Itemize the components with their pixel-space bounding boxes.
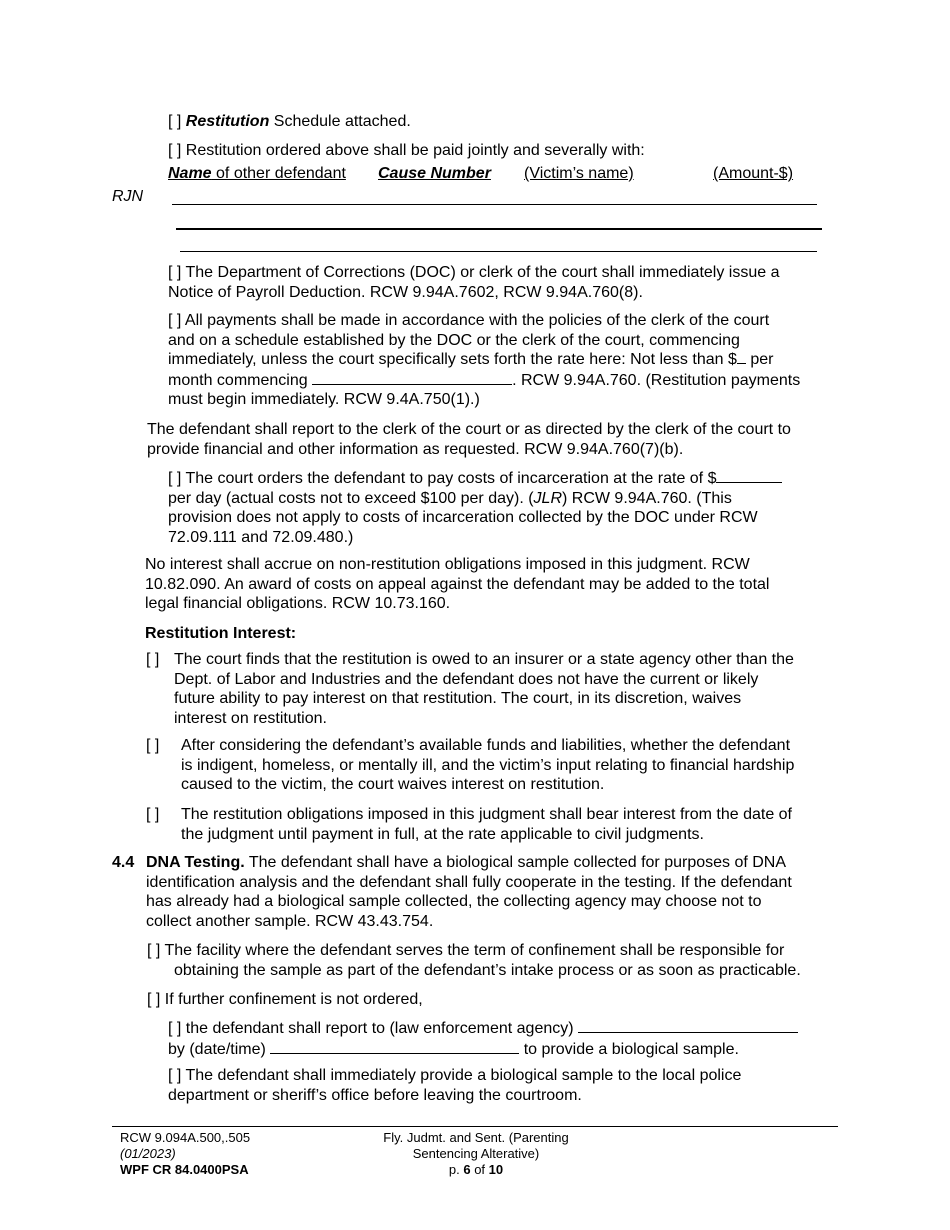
- restitution-label: Restitution: [185, 113, 270, 130]
- restitution-interest-heading: Restitution Interest:: [145, 625, 297, 642]
- checkbox[interactable]: [ ]: [146, 806, 160, 823]
- footer-date: (01/2023): [120, 1146, 176, 1161]
- footer-title-1: Fly. Judmt. and Sent. (Parenting: [383, 1130, 569, 1145]
- further-confinement-line: [ ] If further confinement is not ordered,: [147, 991, 423, 1008]
- checkbox[interactable]: [ ]: [168, 113, 182, 130]
- defendant-entry-line-1[interactable]: [172, 204, 817, 205]
- checkbox[interactable]: [ ]: [146, 651, 160, 668]
- incarceration-paragraph: [ ] The court orders the defendant to pay costs of incarceration at the rate of $ per day (actual costs not to exceed $100 per day). (JLR) RCW 9.94A.760. (This provision does not apply to costs of incarceration collected by the DOC under RCW 72.09.111 and 72.09.480.): [168, 468, 782, 547]
- footer-divider: [112, 1126, 838, 1127]
- footer-left: [120, 1130, 250, 1178]
- agency-blank[interactable]: [578, 1018, 798, 1033]
- no-interest-paragraph: No interest shall accrue on non-restitution obligations imposed in this judgment. RCW 10.82.090. An award of costs on appeal against the defendant may be added to the total legal financial obligations. RCW 10.73.160.: [145, 556, 770, 613]
- footer-page-number: p. 6 of 10: [448, 1162, 504, 1177]
- footer-form-number: WPF CR 84.0400PSA: [120, 1162, 249, 1177]
- defendant-entry-line-3[interactable]: [180, 251, 817, 252]
- checkbox[interactable]: [ ]: [146, 737, 160, 754]
- interest-option-2: After considering the defendant’s available funds and liabilities, whether the defendant is indigent, homeless, or mentally ill, and the victim’s input relating to financial hardship caused to the victim, the court waives interest on restitution.: [181, 737, 795, 794]
- interest-option-1: The court finds that the restitution is owed to an insurer or a state agency other than the Dept. of Labor and Industries and the defendant does not have the current or likely future ability to pay interest on that restitution. The court, in its discretion, waives interest on restitution.: [174, 651, 794, 727]
- defendant-entry-line-2[interactable]: [176, 228, 822, 230]
- date-time-blank[interactable]: [270, 1039, 519, 1054]
- col-amount-header: (Amount-$): [713, 165, 794, 182]
- footer-center: [330, 1130, 622, 1178]
- payroll-deduction-paragraph: [ ] The Department of Corrections (DOC) or clerk of the court shall immediately issue a Notice of Payroll Deduction. RCW 9.94A.7602, RCW 9.94A.760(8).: [168, 264, 780, 301]
- incarceration-rate-blank[interactable]: [716, 468, 782, 483]
- report-agency-paragraph: [ ] the defendant shall report to (law enforcement agency) by (date/time) to provide a biological sample.: [168, 1018, 798, 1059]
- report-clerk-paragraph: The defendant shall report to the clerk of the court or as directed by the clerk of the court to provide financial and other information as requested. RCW 9.94A.760(7)(b).: [147, 421, 791, 458]
- restitution-schedule-line: [ ] Restitution Schedule attached.: [168, 113, 411, 130]
- commencing-date-blank[interactable]: [312, 370, 512, 385]
- immediate-sample-paragraph: [ ] The defendant shall immediately provide a biological sample to the local police department or sheriff’s office before leaving the courtroom.: [168, 1067, 742, 1104]
- dna-testing-paragraph: DNA Testing. The defendant shall have a biological sample collected for purposes of DNA identification analysis and the defendant shall fully cooperate in the testing. If the defendant has already had a biological sample collected, the collecting agency may choose not to collect another sample. RCW 43.43.754.: [146, 854, 792, 930]
- joint-several-line: [ ] Restitution ordered above shall be paid jointly and severally with:: [168, 142, 645, 159]
- section-number: 4.4: [112, 854, 135, 871]
- footer-title-2: Sentencing Alterative): [412, 1146, 540, 1161]
- col-victim-header: (Victim’s name): [524, 165, 634, 182]
- rjn-label: RJN: [112, 188, 144, 205]
- col-cause-header: Cause Number: [378, 165, 491, 182]
- dna-testing-title: DNA Testing.: [146, 854, 245, 871]
- facility-paragraph: [ ] The facility where the defendant serves the term of confinement shall be responsible for obtaining the sample as part of the defendant’s intake process or as soon as practicable.: [147, 942, 801, 979]
- footer-rcw: RCW 9.094A.500,.505: [120, 1130, 251, 1145]
- rate-blank[interactable]: [737, 351, 746, 364]
- checkbox[interactable]: [ ]: [168, 142, 182, 159]
- payments-paragraph: [ ] All payments shall be made in accordance with the policies of the clerk of the court and on a schedule established by the DOC or the clerk of the court, commencing immediately, unless the court specifically sets forth the rate here: Not less than $ per month commencing . RCW 9.94A.760. (Restitution payments must begin immediately. RCW 9.4A.750(1).): [168, 312, 801, 409]
- interest-option-3: The restitution obligations imposed in this judgment shall bear interest from the date of the judgment until payment in full, at the rate applicable to civil judgments.: [181, 806, 792, 843]
- col-name-header: Name of other defendant: [168, 165, 346, 182]
